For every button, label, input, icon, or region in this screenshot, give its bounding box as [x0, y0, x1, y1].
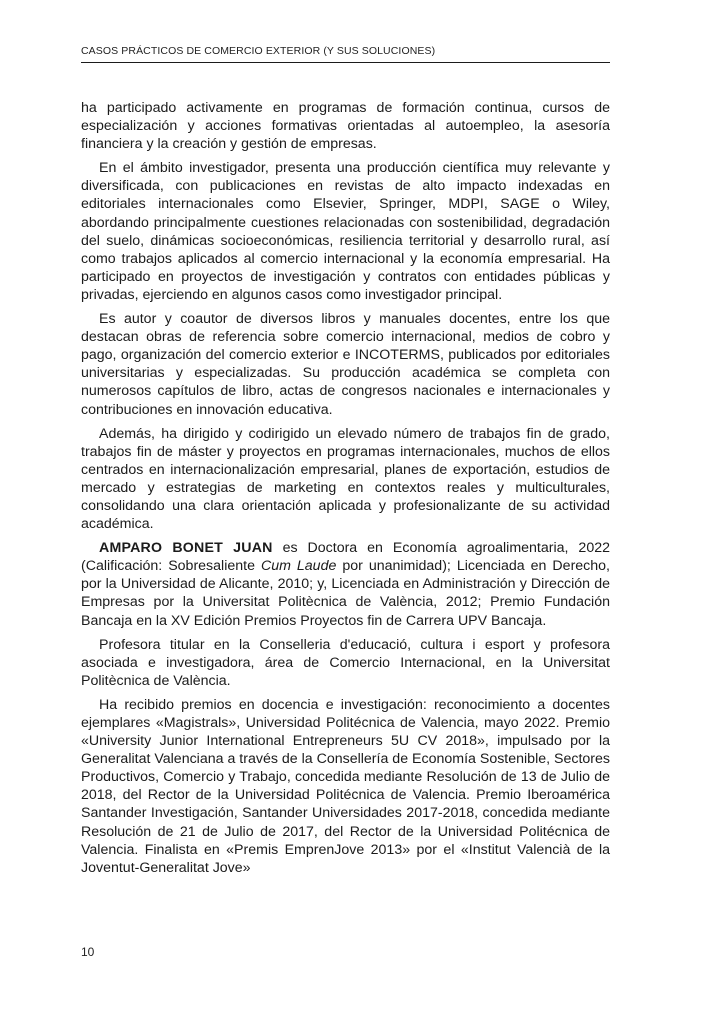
page-number: 10 — [81, 945, 95, 959]
paragraph-5-italic: Cum Laude — [260, 558, 337, 575]
paragraph-2: En el ámbito investigador, presenta una producción científica muy relevante y diversificada, con publicaciones en revistas de alto impacto indexadas en editoriales internacionales como Elsevier, Springer, MDPI, SAGE o Wiley, abordando principalmente cuestiones relacionadas con sostenibilidad, degradación del suelo, dinámicas socioeconómicas, resiliencia territorial y desarrollo rural, así como trabajos aplicados al comercio internacional y la economía empresarial. Ha participado en proyectos de investigación y contratos con entidades públicas y privadas, ejerciendo en algunos casos como investigador principal. — [81, 160, 610, 303]
paragraph-4: Además, ha dirigido y codirigido un elevado número de trabajos fin de grado, trabajos fin de máster y proyectos en programas internacionales, muchos de ellos centrados en internacionalización empresarial, planes de exportación, estudios de mercado y estrategias de marketing en contextos reales y multiculturales, consolidando una clara orientación aplicada y profesionalizante de su actividad académica. — [81, 425, 610, 533]
paragraph-5-text-b: por unanimidad); Licenciada en Derecho, por la Universidad de Alicante, 2010; y, Licenciada en Administración y Dirección de Empresas por la Universitat Politècnica de València, 2012; Premio Fundación Bancaja en la XV Edición Premios Proyectos fin de Carrera UPV Bancaja. — [81, 558, 611, 629]
paragraph-5 — [81, 539, 610, 629]
paragraph-7: Ha recibido premios en docencia e investigación: reconocimiento a docentes ejemplares «Magistrals», Universidad Politécnica de Valencia, mayo 2022. Premio «University Junior International Entrepreneurs 5U CV 2018», impulsado por la Generalitat Valenciana a través de la Consellería de Economía Sostenible, Sectores Productivos, Comercio y Trabajo, concedida mediante Resolución de 13 de Julio de 2018, del Rector de la Universidad Politécnica de Valencia. Premio Iberoamérica Santander Investigación, Santander Universidades 2017-2018, concedida mediante Resolución de 21 de Julio de 2017, del Rector de la Universidad Politécnica de Valencia. Finalista en «Premis EmprenJove 2013» por el «Institut Valencià de la Joventut-Generalitat Jove» — [81, 696, 610, 876]
paragraph-5-text-a: es Doctora en Economía agroalimentaria, 2022 (Calificación: Sobresaliente — [81, 540, 610, 575]
body-text — [81, 99, 610, 883]
header-rule — [81, 62, 610, 63]
paragraph-3: Es autor y coautor de diversos libros y manuales docentes, entre los que destacan obras de referencia sobre comercio internacional, medios de cobro y pago, organización del comercio exterior e INCOTERMS, publicados por editoriales universitarias y especializadas. Su producción académica se completa con numerosos capítulos de libro, actas de congresos nacionales e internacionales y contribuciones en innovación educativa. — [81, 311, 610, 418]
author-name: AMPARO BONET JUAN — [99, 540, 273, 557]
paragraph-6: Profesora titular en la Conselleria d'educació, cultura i esport y profesora asociada e investigadora, área de Comercio Internacional, en la Universitat Politècnica de València. — [81, 636, 610, 689]
running-header: CASOS PRÁCTICOS DE COMERCIO EXTERIOR (Y SUS SOLUCIONES) — [81, 45, 436, 57]
paragraph-1: ha participado activamente en programas de formación continua, cursos de especialización y acciones formativas orientadas al autoempleo, la asesoría financiera y la creación y gestión de empresas. — [81, 100, 610, 153]
